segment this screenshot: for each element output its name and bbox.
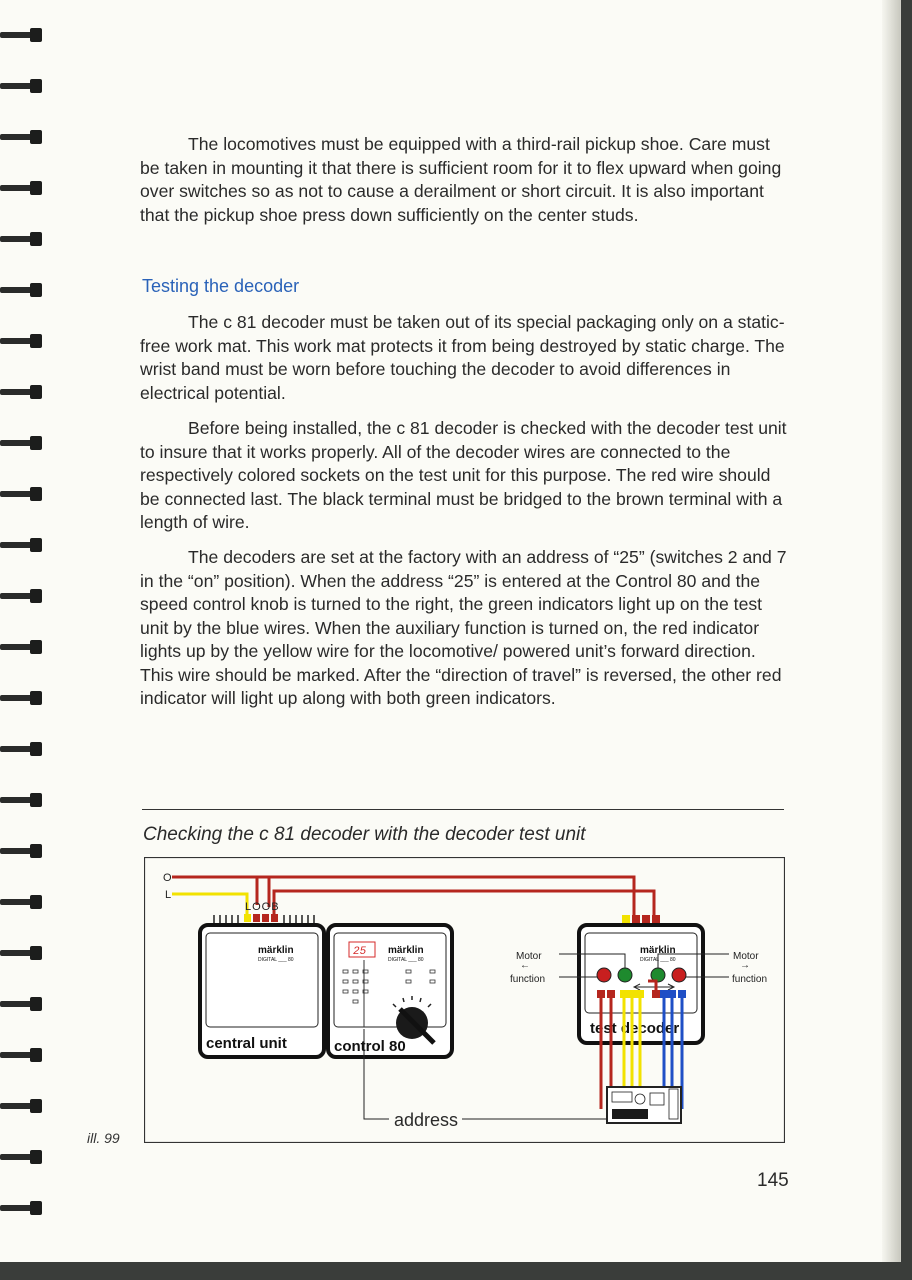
binding-coil: [0, 385, 44, 399]
function-left-label: function: [510, 974, 546, 985]
page-edge: [882, 0, 900, 1262]
binding-coil: [0, 487, 44, 501]
binding-coil: [0, 130, 44, 144]
binding-coil: [0, 1150, 44, 1164]
function-right-label: function: [732, 974, 768, 985]
page-number: 145: [757, 1170, 789, 1191]
binding-coil: [0, 28, 44, 42]
binding-coil: [0, 844, 44, 858]
central-unit: [200, 925, 324, 1057]
central-brand: märklin: [258, 945, 294, 956]
decoder-brand: märklin: [640, 945, 676, 956]
illustration-number: ill. 99: [87, 1130, 120, 1146]
binding-coil: [0, 895, 44, 909]
paragraph-test-unit: Before being installed, the c 81 decoder is checked with the decoder test unit to insure that it works properly. All of the decoder wires are connected to the respectively colored sockets on the test unit for this purpose. The red wire should be connected last. The black terminal must be bridged to the brown terminal with a length of wire.: [140, 418, 787, 532]
motor-right-label: Motor: [733, 951, 759, 962]
binding-coil: [0, 946, 44, 960]
binding-coil: [0, 589, 44, 603]
wiring-diagram: [144, 857, 785, 1143]
binding-coil: [0, 691, 44, 705]
binding-coil: [0, 793, 44, 807]
control-80-unit: [328, 925, 452, 1057]
figure-caption: Checking the c 81 decoder with the decoder test unit: [143, 824, 586, 845]
wire-o-label: O: [163, 872, 172, 884]
binding-coil: [0, 232, 44, 246]
address-label: address: [394, 1110, 459, 1130]
binding-coil: [0, 181, 44, 195]
paragraph-factory-address: The decoders are set at the factory with an address of “25” (switches 2 and 7 in the “on” position). When the address “25” is entered at the Control 80 and the speed control knob is turned to the right, the green indicators light up on the test unit by the blue wires. When the auxiliary function is turned on, the red indicator lights up by the yellow wire for the locomotive/ powered unit’s forward direction. This wire should be marked. After the “direction of travel” is reversed, the other red indicator will light up along with both green indicators.: [140, 547, 787, 708]
svg-text:→: →: [740, 960, 750, 971]
binding-coil: [0, 334, 44, 348]
control-80-label: control 80: [334, 1038, 406, 1055]
central-unit-label: central unit: [206, 1035, 287, 1052]
binding-coil: [0, 538, 44, 552]
spiral-binding: [0, 0, 48, 1262]
binding-coil: [0, 742, 44, 756]
motor-left-label: Motor: [516, 951, 542, 962]
binding-coil: [0, 640, 44, 654]
c81-decoder-board: [607, 1087, 681, 1123]
binding-coil: [0, 1048, 44, 1062]
control-brand-sub: DIGITAL ___ 80: [388, 957, 424, 963]
binding-coil: [0, 283, 44, 297]
control-display: 25: [353, 946, 367, 958]
binding-coil: [0, 79, 44, 93]
paragraph-static-free: The c 81 decoder must be taken out of its special packaging only on a static-free work mat. This work mat protects it from being destroyed by static charge. The wrist band must be worn before touching the decoder to avoid differences in electrical potential.: [140, 312, 785, 403]
supply-wires: [163, 872, 660, 925]
binding-coil: [0, 436, 44, 450]
section-rule: [142, 809, 784, 810]
binding-coil: [0, 1201, 44, 1215]
central-brand-sub: DIGITAL ___ 80: [258, 957, 294, 963]
binding-coil: [0, 1099, 44, 1113]
test-decoder-label: test decoder: [590, 1020, 680, 1037]
terminal-labels: LOOB: [245, 901, 280, 913]
paragraph-pickup-shoe: The locomotives must be equipped with a third-rail pickup shoe. Care must be taken in mounting it that there is sufficient room for it to flex upward when going over switches so as not to cause a derailment or short circuit. It is also important that the pickup shoe press down sufficiently on the center studs.: [140, 134, 782, 225]
binding-coil: [0, 997, 44, 1011]
section-heading: Testing the decoder: [142, 276, 300, 296]
wire-l-label: L: [165, 889, 172, 901]
control-brand: märklin: [388, 945, 424, 956]
svg-text:←: ←: [520, 960, 530, 971]
decoder-brand-sub: DIGITAL ___ 80: [640, 957, 676, 963]
